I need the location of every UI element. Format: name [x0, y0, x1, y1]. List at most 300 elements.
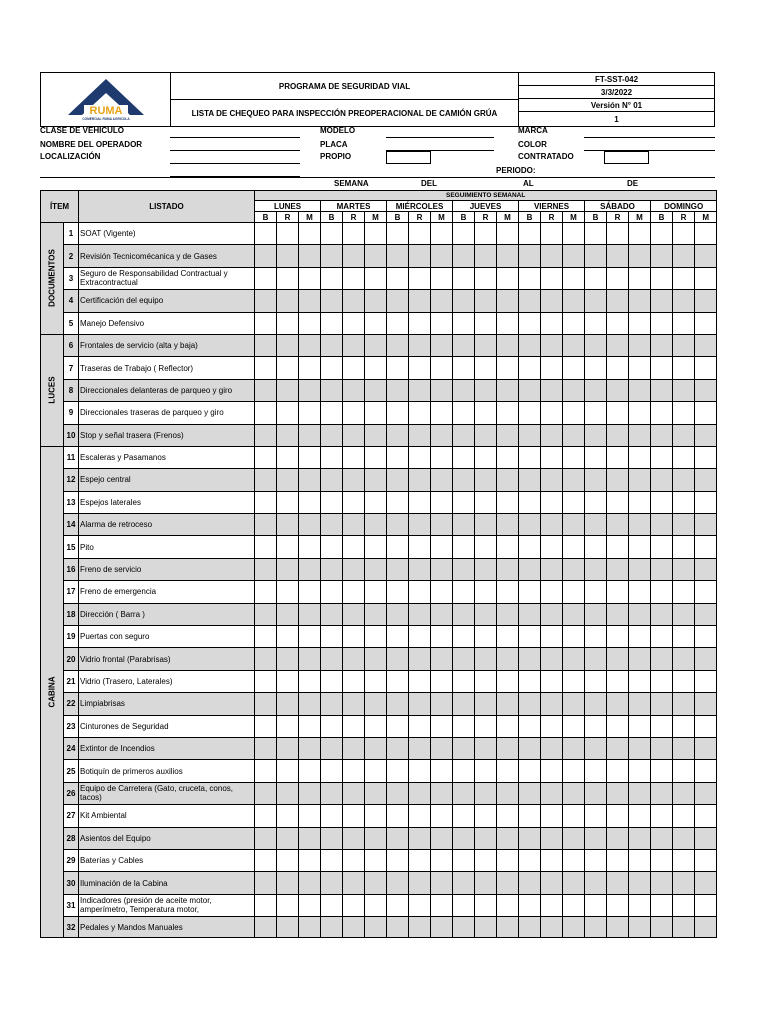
check-cell[interactable]	[299, 626, 321, 648]
check-cell[interactable]	[519, 402, 541, 424]
check-cell[interactable]	[475, 872, 497, 894]
check-cell[interactable]	[475, 536, 497, 558]
check-cell[interactable]	[695, 379, 717, 401]
check-cell[interactable]	[519, 491, 541, 513]
check-cell[interactable]	[255, 581, 277, 603]
check-cell[interactable]	[607, 670, 629, 692]
check-cell[interactable]	[343, 379, 365, 401]
check-cell[interactable]	[497, 693, 519, 715]
check-cell[interactable]	[541, 446, 563, 468]
check-cell[interactable]	[651, 424, 673, 446]
check-cell[interactable]	[585, 849, 607, 871]
check-cell[interactable]	[365, 536, 387, 558]
check-cell[interactable]	[453, 424, 475, 446]
check-cell[interactable]	[475, 334, 497, 356]
check-cell[interactable]	[387, 827, 409, 849]
check-cell[interactable]	[695, 357, 717, 379]
check-cell[interactable]	[585, 827, 607, 849]
check-cell[interactable]	[607, 424, 629, 446]
check-cell[interactable]	[431, 245, 453, 267]
check-cell[interactable]	[299, 827, 321, 849]
check-cell[interactable]	[673, 558, 695, 580]
check-cell[interactable]	[321, 267, 343, 289]
check-cell[interactable]	[255, 379, 277, 401]
check-cell[interactable]	[585, 805, 607, 827]
check-cell[interactable]	[629, 402, 651, 424]
checkbox-contratado[interactable]	[604, 151, 649, 164]
check-cell[interactable]	[321, 402, 343, 424]
check-cell[interactable]	[365, 782, 387, 804]
check-cell[interactable]	[343, 849, 365, 871]
check-cell[interactable]	[343, 805, 365, 827]
check-cell[interactable]	[453, 267, 475, 289]
check-cell[interactable]	[629, 491, 651, 513]
check-cell[interactable]	[387, 872, 409, 894]
check-cell[interactable]	[607, 514, 629, 536]
check-cell[interactable]	[299, 603, 321, 625]
checkbox-propio[interactable]	[386, 151, 431, 164]
check-cell[interactable]	[365, 648, 387, 670]
check-cell[interactable]	[497, 223, 519, 245]
check-cell[interactable]	[431, 872, 453, 894]
check-cell[interactable]	[497, 558, 519, 580]
check-cell[interactable]	[629, 334, 651, 356]
check-cell[interactable]	[343, 693, 365, 715]
check-cell[interactable]	[409, 626, 431, 648]
check-cell[interactable]	[277, 648, 299, 670]
check-cell[interactable]	[409, 267, 431, 289]
check-cell[interactable]	[607, 223, 629, 245]
check-cell[interactable]	[607, 737, 629, 759]
check-cell[interactable]	[409, 514, 431, 536]
check-cell[interactable]	[541, 894, 563, 916]
check-cell[interactable]	[563, 581, 585, 603]
check-cell[interactable]	[585, 536, 607, 558]
check-cell[interactable]	[365, 917, 387, 938]
check-cell[interactable]	[519, 357, 541, 379]
check-cell[interactable]	[629, 424, 651, 446]
check-cell[interactable]	[453, 581, 475, 603]
check-cell[interactable]	[299, 245, 321, 267]
check-cell[interactable]	[629, 648, 651, 670]
check-cell[interactable]	[431, 536, 453, 558]
check-cell[interactable]	[365, 267, 387, 289]
check-cell[interactable]	[541, 424, 563, 446]
check-cell[interactable]	[387, 760, 409, 782]
check-cell[interactable]	[387, 670, 409, 692]
check-cell[interactable]	[453, 469, 475, 491]
check-cell[interactable]	[299, 737, 321, 759]
check-cell[interactable]	[409, 334, 431, 356]
check-cell[interactable]	[563, 558, 585, 580]
check-cell[interactable]	[277, 290, 299, 312]
check-cell[interactable]	[299, 894, 321, 916]
check-cell[interactable]	[673, 267, 695, 289]
check-cell[interactable]	[651, 469, 673, 491]
check-cell[interactable]	[277, 446, 299, 468]
check-cell[interactable]	[607, 558, 629, 580]
check-cell[interactable]	[299, 536, 321, 558]
check-cell[interactable]	[585, 894, 607, 916]
check-cell[interactable]	[673, 424, 695, 446]
check-cell[interactable]	[651, 737, 673, 759]
check-cell[interactable]	[519, 558, 541, 580]
check-cell[interactable]	[299, 223, 321, 245]
check-cell[interactable]	[409, 782, 431, 804]
check-cell[interactable]	[497, 872, 519, 894]
check-cell[interactable]	[387, 491, 409, 513]
check-cell[interactable]	[409, 715, 431, 737]
check-cell[interactable]	[695, 827, 717, 849]
check-cell[interactable]	[585, 402, 607, 424]
check-cell[interactable]	[453, 491, 475, 513]
check-cell[interactable]	[321, 782, 343, 804]
check-cell[interactable]	[299, 267, 321, 289]
check-cell[interactable]	[541, 917, 563, 938]
check-cell[interactable]	[387, 312, 409, 334]
check-cell[interactable]	[585, 626, 607, 648]
check-cell[interactable]	[651, 334, 673, 356]
check-cell[interactable]	[475, 894, 497, 916]
check-cell[interactable]	[541, 536, 563, 558]
check-cell[interactable]	[519, 648, 541, 670]
check-cell[interactable]	[475, 558, 497, 580]
check-cell[interactable]	[299, 805, 321, 827]
check-cell[interactable]	[343, 894, 365, 916]
check-cell[interactable]	[541, 514, 563, 536]
check-cell[interactable]	[673, 715, 695, 737]
check-cell[interactable]	[343, 334, 365, 356]
check-cell[interactable]	[365, 849, 387, 871]
check-cell[interactable]	[321, 357, 343, 379]
check-cell[interactable]	[497, 849, 519, 871]
check-cell[interactable]	[629, 357, 651, 379]
check-cell[interactable]	[409, 849, 431, 871]
check-cell[interactable]	[673, 849, 695, 871]
check-cell[interactable]	[255, 357, 277, 379]
check-cell[interactable]	[695, 693, 717, 715]
check-cell[interactable]	[563, 357, 585, 379]
check-cell[interactable]	[475, 648, 497, 670]
check-cell[interactable]	[299, 514, 321, 536]
check-cell[interactable]	[387, 402, 409, 424]
check-cell[interactable]	[673, 379, 695, 401]
check-cell[interactable]	[519, 693, 541, 715]
check-cell[interactable]	[409, 446, 431, 468]
check-cell[interactable]	[365, 827, 387, 849]
check-cell[interactable]	[519, 872, 541, 894]
check-cell[interactable]	[321, 827, 343, 849]
check-cell[interactable]	[431, 805, 453, 827]
check-cell[interactable]	[453, 402, 475, 424]
check-cell[interactable]	[585, 491, 607, 513]
check-cell[interactable]	[563, 805, 585, 827]
check-cell[interactable]	[695, 581, 717, 603]
check-cell[interactable]	[255, 626, 277, 648]
check-cell[interactable]	[497, 648, 519, 670]
check-cell[interactable]	[519, 849, 541, 871]
check-cell[interactable]	[585, 379, 607, 401]
check-cell[interactable]	[431, 290, 453, 312]
check-cell[interactable]	[563, 290, 585, 312]
check-cell[interactable]	[409, 670, 431, 692]
check-cell[interactable]	[563, 849, 585, 871]
check-cell[interactable]	[321, 648, 343, 670]
check-cell[interactable]	[255, 715, 277, 737]
check-cell[interactable]	[607, 446, 629, 468]
check-cell[interactable]	[585, 312, 607, 334]
check-cell[interactable]	[365, 334, 387, 356]
field-clase[interactable]	[170, 137, 300, 138]
check-cell[interactable]	[365, 379, 387, 401]
check-cell[interactable]	[431, 491, 453, 513]
check-cell[interactable]	[343, 446, 365, 468]
check-cell[interactable]	[673, 581, 695, 603]
check-cell[interactable]	[651, 872, 673, 894]
check-cell[interactable]	[475, 715, 497, 737]
check-cell[interactable]	[387, 603, 409, 625]
check-cell[interactable]	[673, 357, 695, 379]
check-cell[interactable]	[475, 581, 497, 603]
check-cell[interactable]	[673, 312, 695, 334]
check-cell[interactable]	[387, 469, 409, 491]
check-cell[interactable]	[519, 446, 541, 468]
check-cell[interactable]	[651, 894, 673, 916]
check-cell[interactable]	[607, 648, 629, 670]
check-cell[interactable]	[277, 267, 299, 289]
check-cell[interactable]	[431, 267, 453, 289]
check-cell[interactable]	[629, 514, 651, 536]
check-cell[interactable]	[541, 245, 563, 267]
check-cell[interactable]	[475, 760, 497, 782]
check-cell[interactable]	[541, 334, 563, 356]
check-cell[interactable]	[695, 402, 717, 424]
check-cell[interactable]	[255, 402, 277, 424]
check-cell[interactable]	[585, 603, 607, 625]
check-cell[interactable]	[541, 805, 563, 827]
check-cell[interactable]	[519, 827, 541, 849]
check-cell[interactable]	[629, 670, 651, 692]
check-cell[interactable]	[695, 917, 717, 938]
check-cell[interactable]	[365, 402, 387, 424]
check-cell[interactable]	[607, 894, 629, 916]
check-cell[interactable]	[629, 223, 651, 245]
check-cell[interactable]	[651, 446, 673, 468]
check-cell[interactable]	[563, 894, 585, 916]
check-cell[interactable]	[277, 581, 299, 603]
check-cell[interactable]	[409, 558, 431, 580]
check-cell[interactable]	[629, 626, 651, 648]
check-cell[interactable]	[519, 290, 541, 312]
check-cell[interactable]	[607, 334, 629, 356]
check-cell[interactable]	[497, 491, 519, 513]
check-cell[interactable]	[607, 245, 629, 267]
check-cell[interactable]	[673, 245, 695, 267]
check-cell[interactable]	[607, 379, 629, 401]
check-cell[interactable]	[453, 760, 475, 782]
check-cell[interactable]	[497, 670, 519, 692]
check-cell[interactable]	[563, 536, 585, 558]
check-cell[interactable]	[475, 737, 497, 759]
check-cell[interactable]	[299, 402, 321, 424]
check-cell[interactable]	[563, 402, 585, 424]
check-cell[interactable]	[365, 446, 387, 468]
check-cell[interactable]	[299, 290, 321, 312]
check-cell[interactable]	[651, 670, 673, 692]
check-cell[interactable]	[607, 827, 629, 849]
check-cell[interactable]	[497, 446, 519, 468]
check-cell[interactable]	[255, 849, 277, 871]
check-cell[interactable]	[673, 917, 695, 938]
check-cell[interactable]	[497, 514, 519, 536]
check-cell[interactable]	[629, 312, 651, 334]
check-cell[interactable]	[695, 670, 717, 692]
check-cell[interactable]	[673, 223, 695, 245]
check-cell[interactable]	[431, 603, 453, 625]
check-cell[interactable]	[343, 715, 365, 737]
check-cell[interactable]	[387, 737, 409, 759]
check-cell[interactable]	[343, 402, 365, 424]
check-cell[interactable]	[387, 223, 409, 245]
check-cell[interactable]	[277, 760, 299, 782]
check-cell[interactable]	[409, 603, 431, 625]
check-cell[interactable]	[651, 491, 673, 513]
check-cell[interactable]	[673, 446, 695, 468]
check-cell[interactable]	[431, 469, 453, 491]
check-cell[interactable]	[475, 514, 497, 536]
check-cell[interactable]	[607, 312, 629, 334]
check-cell[interactable]	[321, 514, 343, 536]
check-cell[interactable]	[343, 357, 365, 379]
check-cell[interactable]	[321, 760, 343, 782]
check-cell[interactable]	[673, 536, 695, 558]
check-cell[interactable]	[343, 782, 365, 804]
check-cell[interactable]	[255, 446, 277, 468]
check-cell[interactable]	[497, 267, 519, 289]
check-cell[interactable]	[497, 312, 519, 334]
check-cell[interactable]	[585, 424, 607, 446]
check-cell[interactable]	[651, 312, 673, 334]
check-cell[interactable]	[321, 737, 343, 759]
check-cell[interactable]	[629, 917, 651, 938]
check-cell[interactable]	[365, 491, 387, 513]
check-cell[interactable]	[365, 737, 387, 759]
check-cell[interactable]	[431, 693, 453, 715]
check-cell[interactable]	[475, 245, 497, 267]
check-cell[interactable]	[497, 536, 519, 558]
check-cell[interactable]	[563, 267, 585, 289]
check-cell[interactable]	[585, 670, 607, 692]
check-cell[interactable]	[541, 223, 563, 245]
check-cell[interactable]	[695, 312, 717, 334]
check-cell[interactable]	[607, 491, 629, 513]
check-cell[interactable]	[497, 402, 519, 424]
check-cell[interactable]	[475, 782, 497, 804]
check-cell[interactable]	[299, 715, 321, 737]
check-cell[interactable]	[563, 827, 585, 849]
check-cell[interactable]	[409, 760, 431, 782]
check-cell[interactable]	[453, 334, 475, 356]
check-cell[interactable]	[255, 760, 277, 782]
check-cell[interactable]	[365, 715, 387, 737]
check-cell[interactable]	[255, 469, 277, 491]
check-cell[interactable]	[497, 334, 519, 356]
check-cell[interactable]	[343, 469, 365, 491]
check-cell[interactable]	[409, 290, 431, 312]
check-cell[interactable]	[695, 267, 717, 289]
check-cell[interactable]	[321, 917, 343, 938]
check-cell[interactable]	[651, 917, 673, 938]
check-cell[interactable]	[607, 603, 629, 625]
check-cell[interactable]	[695, 290, 717, 312]
check-cell[interactable]	[255, 536, 277, 558]
check-cell[interactable]	[563, 760, 585, 782]
check-cell[interactable]	[695, 469, 717, 491]
check-cell[interactable]	[651, 849, 673, 871]
check-cell[interactable]	[321, 693, 343, 715]
check-cell[interactable]	[343, 626, 365, 648]
check-cell[interactable]	[409, 805, 431, 827]
field-localizacion[interactable]	[170, 163, 300, 164]
check-cell[interactable]	[475, 603, 497, 625]
check-cell[interactable]	[343, 267, 365, 289]
check-cell[interactable]	[519, 917, 541, 938]
check-cell[interactable]	[365, 670, 387, 692]
check-cell[interactable]	[321, 849, 343, 871]
check-cell[interactable]	[365, 872, 387, 894]
check-cell[interactable]	[519, 223, 541, 245]
check-cell[interactable]	[519, 581, 541, 603]
check-cell[interactable]	[585, 581, 607, 603]
check-cell[interactable]	[651, 648, 673, 670]
check-cell[interactable]	[321, 446, 343, 468]
check-cell[interactable]	[629, 827, 651, 849]
check-cell[interactable]	[277, 603, 299, 625]
check-cell[interactable]	[409, 693, 431, 715]
check-cell[interactable]	[497, 379, 519, 401]
check-cell[interactable]	[431, 827, 453, 849]
check-cell[interactable]	[673, 290, 695, 312]
check-cell[interactable]	[475, 424, 497, 446]
check-cell[interactable]	[607, 357, 629, 379]
check-cell[interactable]	[475, 670, 497, 692]
check-cell[interactable]	[255, 894, 277, 916]
check-cell[interactable]	[695, 424, 717, 446]
check-cell[interactable]	[453, 670, 475, 692]
check-cell[interactable]	[563, 626, 585, 648]
check-cell[interactable]	[365, 581, 387, 603]
check-cell[interactable]	[607, 715, 629, 737]
check-cell[interactable]	[431, 626, 453, 648]
check-cell[interactable]	[453, 805, 475, 827]
check-cell[interactable]	[563, 312, 585, 334]
check-cell[interactable]	[299, 782, 321, 804]
check-cell[interactable]	[453, 514, 475, 536]
check-cell[interactable]	[563, 424, 585, 446]
check-cell[interactable]	[387, 715, 409, 737]
check-cell[interactable]	[453, 894, 475, 916]
check-cell[interactable]	[519, 267, 541, 289]
check-cell[interactable]	[453, 223, 475, 245]
check-cell[interactable]	[497, 603, 519, 625]
check-cell[interactable]	[585, 267, 607, 289]
check-cell[interactable]	[651, 626, 673, 648]
check-cell[interactable]	[563, 737, 585, 759]
check-cell[interactable]	[343, 245, 365, 267]
check-cell[interactable]	[321, 424, 343, 446]
check-cell[interactable]	[585, 782, 607, 804]
check-cell[interactable]	[431, 760, 453, 782]
